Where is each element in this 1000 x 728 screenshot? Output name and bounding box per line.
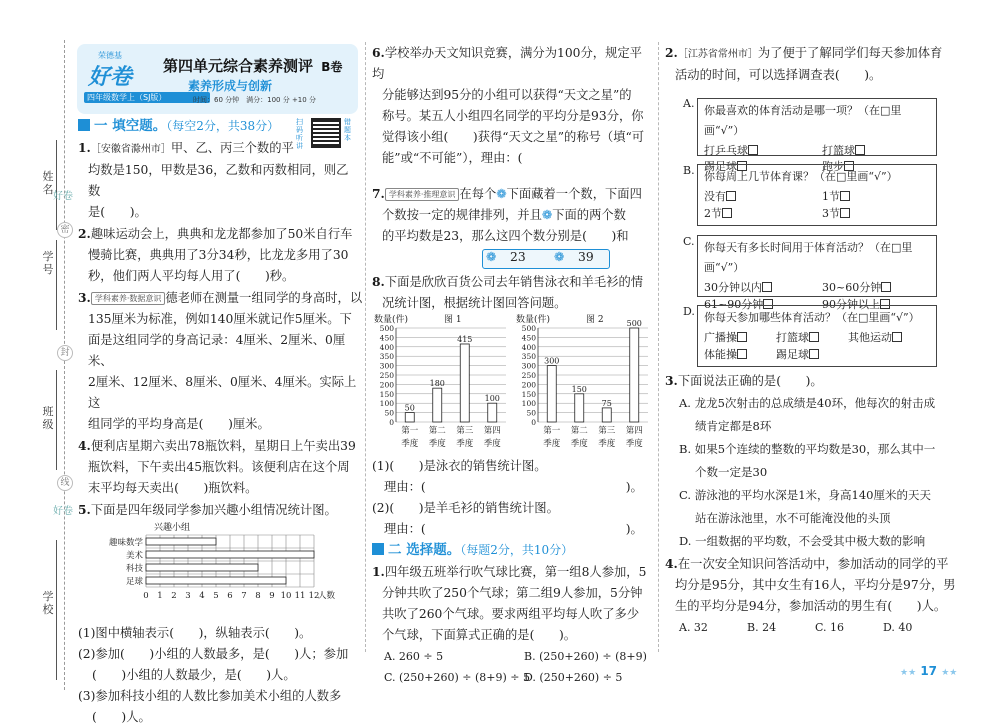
c2-text: 为了便于了解同学们每天参加体育 [757, 46, 943, 60]
y-tick-label: 0 [531, 418, 536, 427]
checkbox[interactable] [762, 282, 772, 292]
c3-option-a[interactable]: A. 龙龙5次射击的总成绩是40环，他每次的射击成 [679, 396, 936, 410]
test-title [163, 55, 342, 76]
category-label: 美术 [125, 551, 143, 561]
survey-d-opt2: 打篮球 [776, 331, 809, 344]
y-tick-label: 200 [521, 380, 536, 390]
y-tick-label: 350 [521, 352, 536, 362]
category-label: 季度 [570, 439, 588, 449]
bar [602, 408, 611, 422]
column-divider-2 [658, 42, 659, 652]
q6-text-3: 称号。某五人小组四名同学的平均分是93分，你 [382, 109, 644, 123]
test-tier: B卷 [321, 60, 343, 74]
page-number-text: 17 [920, 664, 938, 678]
student-id-label: 学号 [42, 250, 54, 276]
checkbox[interactable] [809, 332, 819, 342]
q3-text-2: 135厘米为标准，例如140厘米就记作5厘米。下 [88, 312, 352, 326]
flower-icon-4: ❁ [554, 250, 565, 264]
checkbox[interactable] [881, 282, 891, 292]
c1-text-4: 个气球，下面算式正确的是( )。 [382, 628, 577, 642]
q2-number: 2. [78, 226, 91, 241]
survey-a-opt2: 打篮球 [822, 144, 855, 157]
c2-source: ［江苏省常州市］ [677, 49, 758, 60]
y-tick-label: 300 [521, 361, 536, 371]
survey-c-question: 你每天有多长时间用于体育活动？（在□里画“√”） [704, 241, 913, 274]
c4-text-3: 生的平均分是94分，参加活动的男生有( )人。 [675, 599, 947, 613]
survey-b-box [697, 164, 937, 226]
y-tick-label: 350 [379, 352, 394, 362]
survey-a-opt3: 踢足球 [704, 160, 737, 173]
seal-mark-mi: 密 [57, 222, 73, 238]
x-tick-label: 7 [241, 591, 247, 601]
name-label: 姓名 [42, 170, 54, 196]
q3-text: 德老师在测量一组同学的身高时，以 [165, 291, 363, 305]
category-label: 季度 [401, 439, 419, 449]
brand-name: 好卷 [88, 64, 133, 90]
x-tick-label: 1 [157, 591, 163, 601]
x-tick-label: 12 [308, 591, 320, 601]
c1-option-b[interactable]: B. (250+260) ÷ (8+9) [524, 650, 647, 663]
c2-number: 2. [665, 45, 678, 60]
y-tick-label: 0 [389, 418, 394, 427]
q8-text-2: 况统计图，根据统计图回答问题。 [382, 296, 567, 310]
checkbox[interactable] [840, 208, 850, 218]
survey-c-opt2: 30~60分钟 [822, 281, 882, 294]
checkbox[interactable] [737, 349, 747, 359]
bar [460, 344, 469, 422]
name-underline [56, 140, 57, 230]
chart-title: 兴趣小组 [154, 523, 191, 533]
checkbox[interactable] [892, 332, 902, 342]
section1-title: 一 填空题。 [94, 118, 167, 134]
sales-chart-1 [372, 314, 512, 454]
q8-number: 8. [372, 274, 385, 289]
y-tick-label: 250 [521, 371, 536, 380]
q2-text-2: 慢骑比赛，典典用了3分34秒，比龙龙多用了30 [88, 248, 349, 262]
data-label: 100 [484, 394, 500, 404]
sales-chart-2 [514, 314, 654, 454]
q4-number: 4. [78, 438, 91, 453]
c1-option-d[interactable]: D. (250+260) ÷ 5 [524, 671, 623, 684]
q7-tag: 学科素养·推理意识 [385, 188, 460, 201]
student-id-underline [56, 240, 57, 330]
bar [433, 388, 442, 422]
c3-number: 3. [665, 373, 678, 388]
q3-text-3: 面是这组同学的身高记录：4厘米、2厘米、0厘米、 [88, 333, 346, 368]
q1-number: 1. [78, 140, 91, 155]
survey-c-opt1: 30分钟以内 [704, 281, 762, 294]
survey-a-opt1: 打乒乓球 [704, 144, 748, 157]
x-tick-label: 5 [213, 591, 219, 601]
q5-text: 下面是四年级同学参加兴趣小组情况统计图。 [90, 503, 337, 517]
y-axis-label: 数量(件) [516, 315, 551, 325]
x-tick-label: 3 [185, 591, 191, 601]
y-tick-label: 300 [379, 361, 394, 371]
y-tick-label: 450 [379, 333, 394, 343]
y-tick-label: 400 [521, 342, 536, 352]
survey-c-box [697, 235, 937, 311]
bar [146, 538, 216, 545]
c1-text-2: 分钟共吹了250个气球；第二组9人参加，5分钟 [382, 586, 643, 600]
q5-sub2b: ( )小组的人数最少，是( )人。 [92, 668, 296, 682]
c1-number: 1. [372, 564, 385, 579]
c3-option-d[interactable]: D. 一组数据的平均数，不会受其中极大数的影响 [679, 534, 926, 548]
y-tick-label: 150 [521, 389, 536, 399]
c4-text: 在一次安全知识问答活动中，参加活动的同学的平 [677, 557, 949, 571]
q7-text-3: 的平均数是23，那么这四个数分别是( )和 [382, 229, 629, 243]
binding-logo-2: 好卷 [53, 506, 73, 517]
category-label: 季度 [456, 439, 474, 449]
q1-text: 甲、乙、丙三个数的平 [170, 141, 294, 155]
survey-d-opt4: 体能操 [704, 348, 737, 361]
category-label: 科技 [125, 564, 143, 574]
seal-mark-feng: 封 [57, 345, 73, 361]
checkbox[interactable] [855, 145, 865, 155]
q8-reason-2: 理由：( [384, 522, 426, 536]
q8-sub1: (1)( )是泳衣的销售统计图。 [372, 459, 547, 473]
sales-charts-area [372, 314, 654, 456]
q7-number: 7. [372, 186, 385, 201]
data-label: 415 [457, 334, 473, 344]
seal-mark-xian: 线 [57, 475, 73, 491]
checkbox[interactable] [726, 191, 736, 201]
q5-sub1: (1)图中横轴表示( )，纵轴表示( )。 [78, 626, 312, 640]
category-label: 足球 [125, 577, 143, 587]
flower-icon-2: ❁ [541, 208, 553, 222]
test-meta: 时间：60 分钟 满分：100 分 +10 分 [193, 96, 316, 104]
survey-a-opt4: 跑步 [822, 160, 844, 173]
q4-text-3: 末平均每天卖出( )瓶饮料。 [88, 481, 258, 495]
class-underline [56, 370, 57, 470]
survey-b-opt4: 3节 [822, 207, 840, 220]
category-label: 第四 [625, 426, 643, 436]
c4-option-b[interactable]: B. 24 [747, 621, 777, 634]
chart-title: 图 1 [444, 315, 462, 325]
x-tick-label: 10 [280, 591, 292, 601]
q6-text-2: 分能够达到95分的小组可以获得“天文之星”的 [382, 88, 632, 102]
brand-small: 荣德基 [98, 51, 122, 60]
q5-sub3a: (3)参加科技小组的人数比参加美术小组的人数多 [78, 689, 342, 703]
section2-title: 二 选择题。 [388, 542, 461, 558]
qr-right-label: 错题本 [344, 118, 351, 142]
y-tick-label: 500 [521, 324, 536, 333]
bar [146, 551, 314, 558]
q7-text-a: 在每个 [459, 187, 497, 201]
column-2 [372, 42, 654, 688]
bar [405, 413, 414, 422]
c4-option-a[interactable]: A. 32 [679, 621, 708, 634]
survey-b-letter[interactable]: B. [683, 164, 695, 177]
q6-text-5: 能”或“不可能”），理由：( [382, 151, 523, 165]
star-icon: ★★ [941, 668, 958, 678]
q7-sequence [482, 247, 654, 271]
q2-text: 趣味运动会上，典典和龙龙都参加了50米自行车 [90, 227, 353, 241]
page-number [900, 664, 957, 678]
data-label: 500 [626, 319, 642, 328]
category-label: 季度 [483, 439, 501, 449]
q8-sub2: (2)( )是羊毛衫的销售统计图。 [372, 501, 559, 515]
q3-text-4: 2厘米、12厘米、8厘米、0厘米、4厘米。实际上这 [88, 375, 357, 410]
x-axis-label: 人数 [318, 591, 336, 601]
category-label: 季度 [598, 439, 616, 449]
section2-note: （每题2分，共10分） [460, 543, 574, 557]
y-tick-label: 50 [384, 408, 394, 418]
c1-option-a[interactable]: A. 260 ÷ 5 [384, 650, 444, 663]
category-label: 趣味数学 [108, 538, 143, 548]
checkbox[interactable] [737, 332, 747, 342]
survey-c-opt3: 61~90分钟 [704, 298, 764, 311]
x-tick-label: 0 [143, 591, 149, 601]
survey-d-letter[interactable]: D. [683, 305, 695, 318]
c4-option-c[interactable]: C. 16 [815, 621, 845, 634]
q3-number: 3. [78, 290, 91, 305]
bar [630, 328, 639, 422]
category-label: 季度 [428, 439, 446, 449]
q8-reason-1: 理由：( [384, 480, 426, 494]
category-label: 第一 [401, 426, 419, 436]
survey-c-opt4: 90分钟以上 [822, 298, 880, 311]
data-label: 50 [404, 403, 415, 413]
survey-d-box [697, 305, 937, 367]
x-tick-label: 11 [294, 591, 306, 601]
c3-text: 下面说法正确的是( )。 [677, 374, 823, 388]
x-tick-label: 6 [227, 591, 233, 601]
c4-option-d[interactable]: D. 40 [883, 621, 913, 634]
q7-text-b: 下面藏着一个数，下面四 [506, 187, 642, 201]
school-label: 学校 [42, 590, 54, 616]
q1-text-2: 均数是150，甲数是36，乙数和丙数相同，则乙数 [88, 163, 349, 198]
c3-option-b[interactable]: B. 如果5个连续的整数的平均数是30，那么其中一 [679, 442, 936, 456]
x-tick-label: 8 [255, 591, 261, 601]
y-tick-label: 250 [379, 371, 394, 380]
sequence-value-2: 39 [578, 250, 594, 264]
q7-text-2: 个数按一定的规律排列，并且 [382, 208, 542, 222]
hobby-chart-area [78, 521, 360, 623]
y-tick-label: 100 [379, 399, 394, 409]
binding-strip [0, 0, 75, 711]
q5-number: 5. [78, 502, 91, 517]
q4-text: 便利店星期六卖出78瓶饮料，星期日上午卖出39 [90, 439, 356, 453]
q7-text-2b: 下面的两个数 [552, 208, 626, 222]
q5-sub3b: ( )人。 [92, 710, 151, 724]
section1-note: （每空2分，共38分） [166, 119, 280, 133]
bar [146, 577, 286, 584]
q1-source: ［安徽省滁州市］ [90, 144, 171, 155]
c4-text-2: 均分是95分，其中女生有16人，平均分是97分，男 [675, 578, 956, 592]
hobby-group-chart [78, 521, 348, 621]
x-tick-label: 4 [199, 591, 205, 601]
survey-a-question: 你最喜欢的体育活动是哪一项？（在□里画“√”） [704, 104, 902, 137]
brand-logo [84, 50, 167, 102]
survey-b-opt1: 没有 [704, 190, 726, 203]
y-tick-label: 200 [379, 380, 394, 390]
q5-sub2a: (2)参加( )小组的人数最多，是( )人；参加 [78, 647, 349, 661]
survey-d-opt5: 踢足球 [776, 348, 809, 361]
y-axis-label: 数量(件) [374, 315, 409, 325]
test-title-text: 第四单元综合素养测评 [163, 57, 314, 75]
data-label: 300 [544, 356, 560, 366]
data-label: 180 [429, 379, 445, 389]
test-subtitle: 素养形成与创新 [188, 79, 273, 93]
q1-text-3: 是( )。 [88, 205, 147, 219]
category-label: 第四 [483, 426, 501, 436]
y-tick-label: 450 [521, 333, 536, 343]
y-tick-label: 400 [379, 342, 394, 352]
survey-b-opt3: 2节 [704, 207, 722, 220]
y-tick-label: 50 [526, 408, 536, 418]
q4-text-2: 瓶饮料，下午卖出45瓶饮料。该便利店在这个周 [88, 460, 350, 474]
sequence-value-1: 23 [510, 250, 526, 264]
checkbox[interactable] [809, 349, 819, 359]
category-label: 第二 [570, 426, 588, 436]
q8-reason-2-end: )。 [625, 522, 643, 536]
survey-a-letter[interactable]: A. [683, 97, 695, 110]
q6-number: 6. [372, 45, 385, 60]
q2-text-3: 秒，他们两人平均每人用了( )秒。 [88, 269, 295, 283]
category-label: 第三 [598, 426, 616, 436]
survey-b-opt2: 1节 [822, 190, 840, 203]
category-label: 第二 [428, 426, 446, 436]
grade-badge: 四年级数学上（SJ版） [84, 92, 210, 103]
q6-text-4: 觉得该小组( )获得“天文之星”的称号（填“可 [382, 130, 645, 144]
class-label: 班级 [42, 405, 54, 431]
c3-option-a-2: 绩肯定都是8环 [695, 419, 772, 433]
bar [547, 366, 556, 422]
survey-c-letter[interactable]: C. [683, 235, 695, 248]
c3-option-c-2: 站在游泳池里，水不可能淹没他的头顶 [695, 511, 891, 525]
q8-reason-1-end: )。 [625, 480, 643, 494]
c4-number: 4. [665, 556, 678, 571]
bar [575, 394, 584, 422]
column-3-lower [665, 370, 957, 638]
bar [146, 564, 258, 571]
category-label: 第一 [543, 426, 561, 436]
c1-option-c[interactable]: C. (250+260) ÷ (8+9) ÷ 5 [384, 671, 531, 684]
y-tick-label: 100 [521, 399, 536, 409]
category-label: 季度 [543, 439, 561, 449]
c2-text-2: 活动的时间，可以选择调查表( )。 [675, 68, 882, 82]
c1-text: 四年级五班举行吹气球比赛，第一组8人参加，5 [384, 565, 647, 579]
data-label: 150 [571, 384, 587, 394]
c1-text-3: 共吹了260个气球。要求两组平均每人吹了多少 [382, 607, 640, 621]
column-3 [665, 42, 957, 86]
x-tick-label: 9 [269, 591, 275, 601]
checkbox[interactable] [748, 145, 758, 155]
column-1 [78, 116, 363, 728]
c3-option-c[interactable]: C. 游泳池的平均水深是1米，身高140厘米的天天 [679, 488, 931, 502]
data-label: 75 [601, 398, 612, 408]
survey-a-box [697, 98, 937, 173]
q8-text: 下面是欣欣百货公司去年销售泳衣和羊毛衫的情 [384, 275, 644, 289]
flower-icon-3: ❁ [486, 250, 497, 264]
survey-b-question: 你每周上几节体育课？（在□里画“√”） [704, 170, 898, 183]
y-tick-label: 500 [379, 324, 394, 333]
school-underline [56, 540, 57, 680]
q3-tag: 学科素养·数据意识 [91, 292, 166, 305]
checkbox[interactable] [722, 208, 732, 218]
survey-d-opt1: 广播操 [704, 331, 737, 344]
y-tick-label: 150 [379, 389, 394, 399]
x-tick-label: 2 [171, 591, 177, 601]
star-icon: ★★ [900, 668, 917, 678]
survey-d-opt3: 其他运动 [848, 331, 892, 344]
binding-logo: 好卷 [53, 191, 73, 202]
category-label: 季度 [625, 439, 643, 449]
c3-option-b-2: 个数一定是30 [695, 465, 768, 479]
column-divider-1 [365, 42, 366, 652]
qr-left-label: 扫码听讲 [296, 118, 303, 150]
chart-title: 图 2 [586, 315, 604, 325]
category-label: 第三 [456, 426, 474, 436]
flower-icon: ❁ [496, 187, 507, 201]
bar [488, 403, 497, 422]
q6-text: 学校举办天文知识竞赛，满分为100分，规定平均 [372, 46, 642, 81]
checkbox[interactable] [840, 191, 850, 201]
q3-text-5: 组同学的平均身高是( )厘米。 [88, 417, 270, 431]
survey-d-question: 你每天参加哪些体育活动？（在□里画“√”） [704, 311, 920, 324]
binding-line [64, 40, 65, 690]
